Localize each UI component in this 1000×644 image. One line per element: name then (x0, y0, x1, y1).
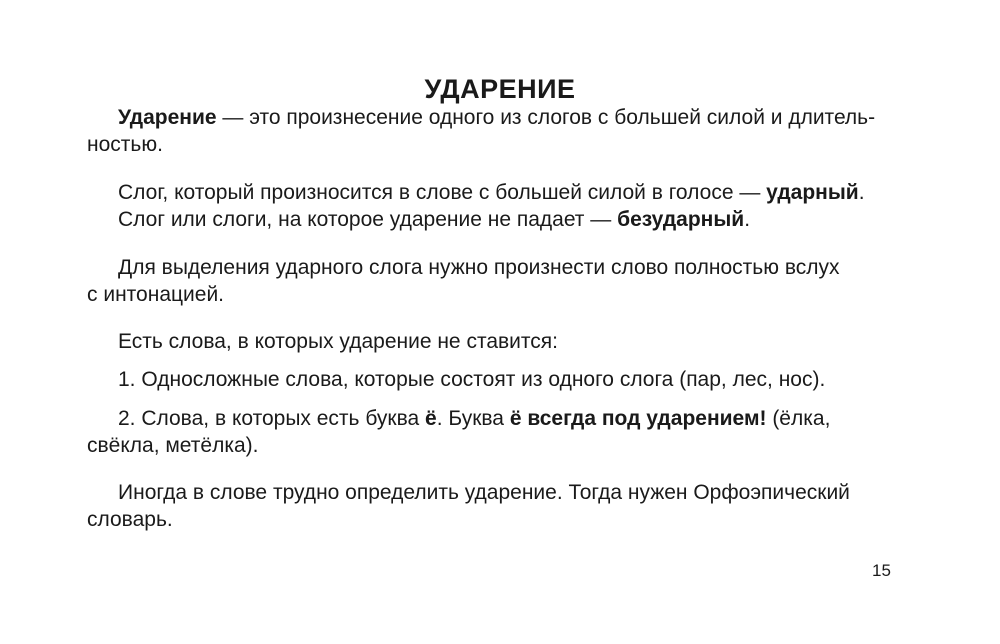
paragraph-definition (87, 104, 909, 158)
list-item-2-examples: (ёлка, (766, 407, 831, 430)
list-item-monosyllabic (87, 366, 909, 393)
dictionary-line-2: словарь. (87, 508, 173, 531)
letter-yo: ё (425, 407, 437, 430)
punctuation: . (858, 181, 865, 204)
term-udarny: ударный (766, 181, 859, 204)
list-item-1-text: 1. Односложные слова, которые состоят из одного слога (пар, лес, нос). (118, 368, 826, 391)
paragraph-syllables (87, 179, 909, 233)
paragraph-exceptions-intro (87, 328, 909, 355)
intonation-line-1: Для выделения ударного слога нужно произнести слово полностью вслух (118, 256, 840, 279)
exceptions-intro-text: Есть слова, в которых ударение не ставится: (118, 330, 558, 353)
list-item-2-text: . Буква (436, 407, 510, 430)
term-udarenie: Ударение (118, 106, 217, 129)
list-item-2-examples-continuation: свёкла, метёлка). (87, 434, 259, 457)
definition-text: — это произнесение одного из слогов с большей силой и длитель- (216, 106, 876, 129)
page-title: УДАРЕНИЕ (424, 74, 576, 104)
paragraph-dictionary (87, 479, 909, 533)
list-item-yo-letter (87, 405, 909, 459)
intonation-line-2: с интонацией. (87, 283, 225, 306)
paragraph-intonation (87, 254, 909, 308)
yo-rule-emphasis: ё всегда под ударением! (509, 407, 767, 430)
definition-continuation: ностью. (87, 133, 163, 156)
term-bezudarny: безударный (617, 208, 745, 231)
dictionary-line-1: Иногда в слове трудно определить ударение. Тогда нужен Орфоэпический (118, 481, 850, 504)
list-item-2-text: 2. Слова, в которых есть буква (118, 407, 426, 430)
page-number: 15 (872, 561, 891, 580)
stressed-syllable-text: Слог, который произносится в слове с большей силой в голосе — (118, 181, 767, 204)
punctuation: . (744, 208, 751, 231)
unstressed-syllable-text: Слог или слоги, на которое ударение не падает — (118, 208, 618, 231)
